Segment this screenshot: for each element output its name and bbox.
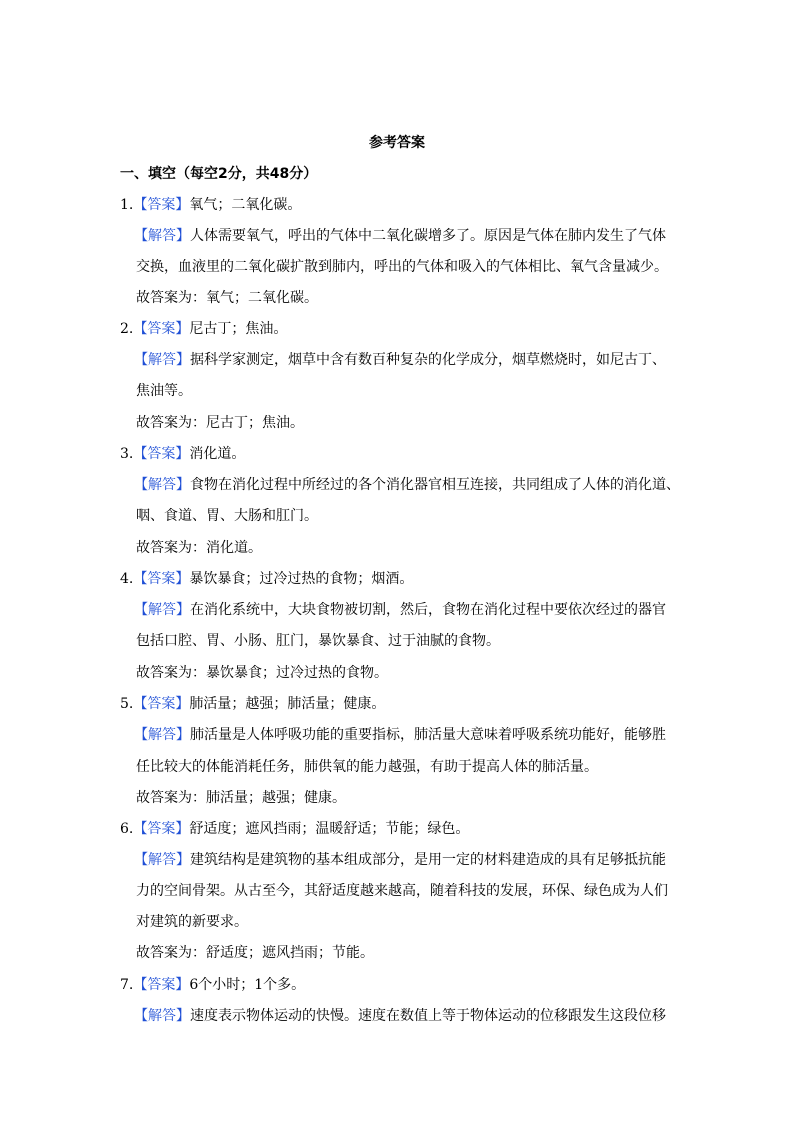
question-7-answer-line [120,975,305,995]
answer-text: 6个小时；1个多。 [189,977,306,993]
answer-tag: 【答案】 [133,446,190,462]
analysis-tag: 【解答】 [134,352,190,368]
question-5-analysis-line [134,725,666,745]
question-3-analysis-line [134,475,680,495]
question-5-answer-line [120,694,385,714]
question-1-analysis-line [134,226,666,246]
question-number: 4. [120,571,134,587]
analysis-text: 肺活量是人体呼吸功能的重要指标，肺活量大意味着呼吸系统功能好，能够胜 [190,727,666,743]
question-7-analysis-line [134,1006,666,1026]
answer-text: 尼古丁；焦油。 [189,321,288,337]
question-6-answer-line [120,819,469,839]
analysis-tag: 【解答】 [134,1008,190,1024]
analysis-text: 据科学家测定，烟草中含有数百种复杂的化学成分，烟草燃烧时，如尼古丁、 [190,352,666,368]
answer-text: 肺活量；越强；肺活量；健康。 [189,696,386,712]
analysis-tag: 【解答】 [134,727,190,743]
answer-tag: 【答案】 [133,977,190,993]
answer-text: 暴饮暴食；过冷过热的食物；烟酒。 [189,571,414,587]
answer-tag: 【答案】 [133,197,190,213]
question-3-answer-line [120,444,245,464]
analysis-continuation: 对建筑的新要求。 [136,914,248,930]
analysis-text: 人体需要氧气，呼出的气体中二氧化碳增多了。原因是气体在肺内发生了气体 [190,228,666,244]
analysis-text: 速度表示物体运动的快慢。速度在数值上等于物体运动的位移跟发生这段位移 [190,1008,666,1024]
analysis-continuation: 任比较大的体能消耗任务，肺供氧的能力越强，有助于提高人体的肺活量。 [136,759,598,775]
analysis-text: 建筑结构是建筑物的基本组成部分，是用一定的材料建造成的具有足够抵抗能 [190,852,666,868]
question-number: 3. [120,446,134,462]
analysis-tag: 【解答】 [134,852,190,868]
analysis-continuation: 焦油等。 [136,383,192,399]
analysis-text: 食物在消化过程中所经过的各个消化器官相互连接，共同组成了人体的消化道、 [190,477,680,493]
question-number: 6. [120,821,134,837]
analysis-text: 在消化系统中，大块食物被切割，然后，食物在消化过程中要依次经过的器官 [190,602,666,618]
answer-text: 氧气；二氧化碳。 [189,197,302,213]
question-6-analysis-line [134,850,666,870]
analysis-continuation: 包括口腔、胃、小肠、肛门，暴饮暴食、过于油腻的食物。 [136,633,500,649]
analysis-continuation: 力的空间骨架。从古至今，其舒适度越来越高，随着科技的发展，环保、绿色成为人们 [136,883,668,899]
page-title: 参考答案 [369,135,425,151]
analysis-tag: 【解答】 [134,602,190,618]
question-2-answer-line [120,319,287,339]
analysis-continuation: 交换，血液里的二氧化碳扩散到肺内，呼出的气体和吸入的气体相比、氧气含量减少。 [136,259,668,275]
answer-tag: 【答案】 [133,821,190,837]
question-1-answer-line [120,195,301,215]
question-4-answer-line [120,569,413,589]
question-number: 2. [120,321,134,337]
analysis-tag: 【解答】 [134,228,190,244]
conclusion-text: 故答案为：消化道。 [136,540,262,556]
conclusion-text: 故答案为：暴饮暴食；过冷过热的食物。 [136,665,388,681]
analysis-continuation: 咽、食道、胃、大肠和肛门。 [136,508,318,524]
question-number: 7. [120,977,134,993]
conclusion-text: 故答案为：氧气；二氧化碳。 [136,290,318,306]
section-heading: 一、填空（每空2分，共48分） [120,166,318,182]
question-4-analysis-line [134,600,666,620]
conclusion-text: 故答案为：尼古丁；焦油。 [136,415,304,431]
answer-tag: 【答案】 [133,696,190,712]
question-number: 1. [120,197,134,213]
answer-tag: 【答案】 [133,571,190,587]
question-2-analysis-line [134,350,666,370]
answer-tag: 【答案】 [133,321,190,337]
analysis-tag: 【解答】 [134,477,190,493]
answer-text: 舒适度；遮风挡雨；温暖舒适；节能；绿色。 [189,821,470,837]
answer-text: 消化道。 [189,446,246,462]
conclusion-text: 故答案为：肺活量；越强；健康。 [136,790,346,806]
conclusion-text: 故答案为：舒适度；遮风挡雨；节能。 [136,945,374,961]
question-number: 5. [120,696,134,712]
